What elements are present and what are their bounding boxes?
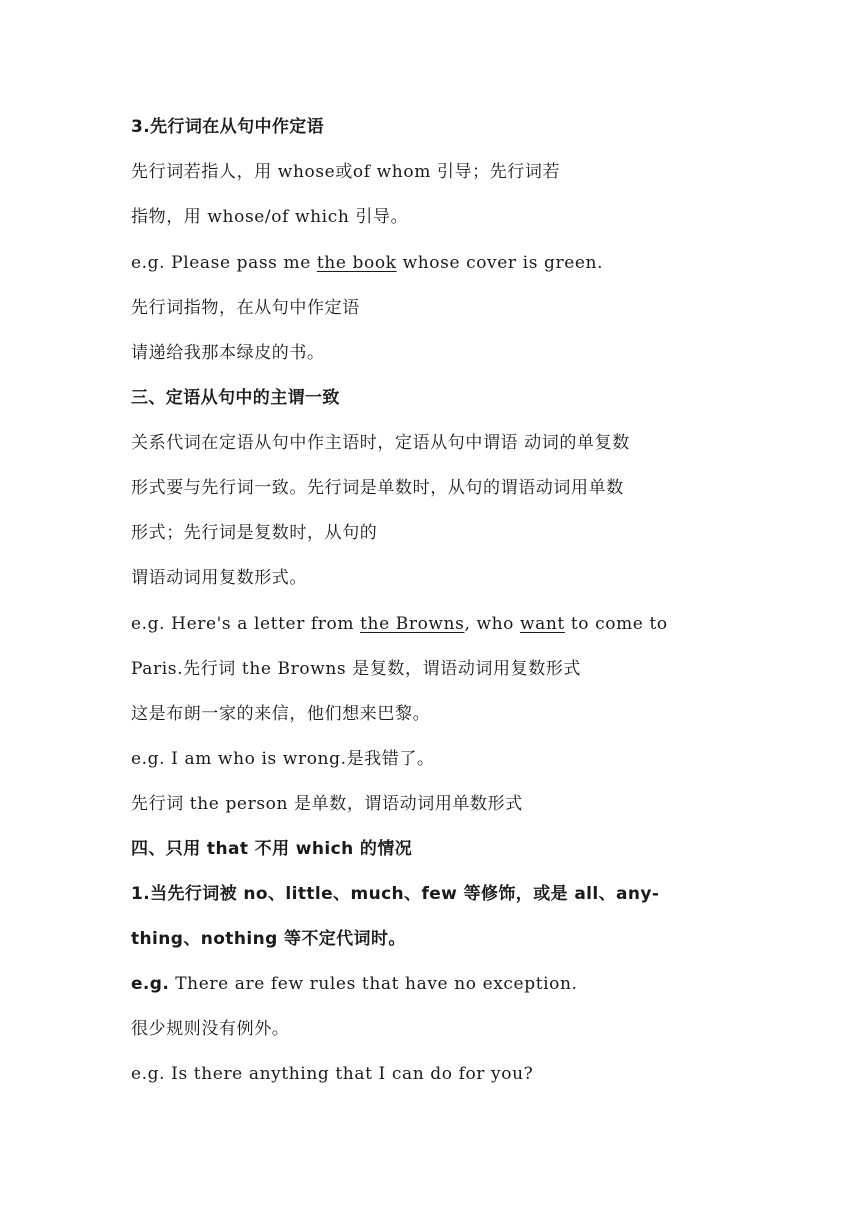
example-text: to come to — [564, 614, 668, 634]
example-label: e.g. — [131, 974, 170, 994]
example-sentence: e.g. I am who is wrong.是我错了。 — [131, 749, 435, 769]
underlined-verb: want — [519, 614, 565, 634]
example-sentence — [131, 972, 578, 996]
underlined-antecedent: the book — [316, 253, 397, 273]
paragraph-line: Paris.先行词 the Browns 是复数，谓语动词用复数形式 — [131, 659, 582, 679]
translation-line: 很少规则没有例外。 — [131, 1019, 290, 1039]
paragraph-line: 关系代词在定语从句中作主语时，定语从句中谓语 动词的单复数 — [131, 433, 630, 453]
section-heading-that-not-which: 四、只用 that 不用 which 的情况 — [131, 839, 413, 859]
example-sentence — [131, 612, 668, 636]
paragraph-line: 先行词 the person 是单数，谓语动词用单数形式 — [131, 794, 523, 814]
example-text: , who — [464, 614, 520, 634]
rule-line: 1.当先行词被 no、little、much、few 等修饰，或是 all、any- — [131, 884, 660, 904]
example-text: e.g. Please pass me — [131, 253, 317, 273]
translation-line: 请递给我那本绿皮的书。 — [131, 343, 325, 363]
example-text: e.g. Here's a letter from — [131, 614, 361, 634]
example-sentence: e.g. Is there anything that I can do for you? — [131, 1064, 534, 1084]
example-sentence — [131, 251, 603, 275]
paragraph-line: 形式；先行词是复数时，从句的 — [131, 523, 378, 543]
rule-line: thing、nothing 等不定代词时。 — [131, 929, 406, 949]
section-heading-subject-verb-agreement: 三、定语从句中的主谓一致 — [131, 388, 340, 408]
example-text: whose cover is green. — [396, 253, 604, 273]
example-text: There are few rules that have no exception. — [169, 974, 578, 994]
paragraph-line: 形式要与先行词一致。先行词是单数时，从句的谓语动词用单数 — [131, 478, 624, 498]
section-heading-antecedent-as-attribute: 3.先行词在从句中作定语 — [131, 117, 325, 137]
translation-line: 这是布朗一家的来信，他们想来巴黎。 — [131, 704, 431, 724]
paragraph-line: 指物，用 whose/of which 引导。 — [131, 207, 409, 227]
paragraph-line: 先行词若指人，用 whose或of whom 引导；先行词若 — [131, 162, 561, 182]
paragraph-line: 先行词指物，在从句中作定语 — [131, 298, 360, 318]
underlined-antecedent: the Browns — [360, 614, 465, 634]
paragraph-line: 谓语动词用复数形式。 — [131, 568, 307, 588]
